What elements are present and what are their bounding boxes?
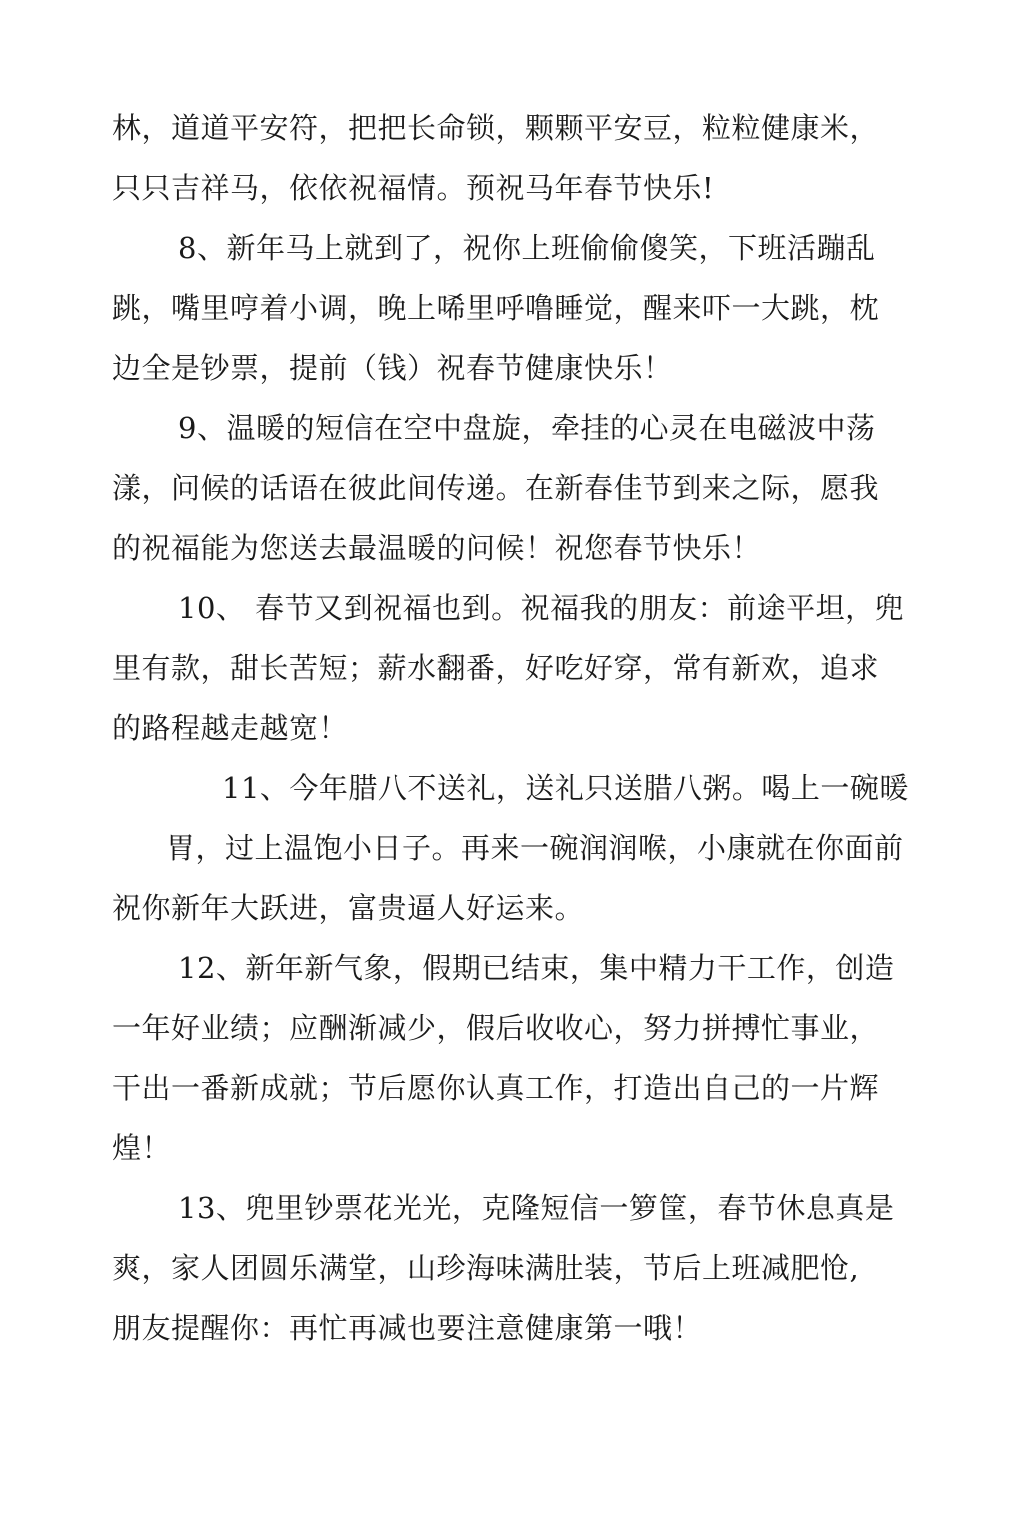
text-line: 朋友提醒你：再忙再减也要注意健康第一哦！: [112, 1311, 703, 1345]
text-line: 边全是钞票，提前（钱）祝春节健康快乐！: [112, 351, 673, 385]
text-line: 只只吉祥马，依依祝福情。预祝马年春节快乐!: [112, 171, 715, 205]
text-line: 林，道道平安符，把把长命锁，颗颗平安豆，粒粒健康米，: [112, 111, 880, 145]
text-line: 干出一番新成就；节后愿你认真工作，打造出自己的一片辉: [112, 1071, 880, 1105]
text-line: 里有款，甜长苦短；薪水翻番，好吃好穿，常有新欢，追求: [112, 651, 880, 685]
text-line: 9、温暖的短信在空中盘旋，牵挂的心灵在电磁波中荡: [178, 411, 876, 445]
text-line: 10、 春节又到祝福也到。祝福我的朋友：前途平坦，兜: [178, 591, 905, 625]
text-line: 胃，过上温饱小日子。再来一碗润润喉，小康就在你面前: [166, 831, 904, 865]
text-line: 12、新年新气象，假期已结束，集中精力干工作，创造: [178, 951, 895, 985]
text-line: 的祝福能为您送去最温暖的问候！祝您春节快乐！: [112, 531, 762, 565]
text-line: 11、今年腊八不送礼，送礼只送腊八粥。喝上一碗暖: [222, 771, 909, 805]
text-line: 爽，家人团圆乐满堂，山珍海味满肚装，节后上班减肥怆,: [112, 1251, 860, 1285]
text-line: 祝你新年大跃进，富贵逼人好运来。: [112, 891, 585, 925]
text-line: 8、新年马上就到了，祝你上班偷偷傻笑，下班活蹦乱: [178, 231, 876, 265]
text-line: 漾，问候的话语在彼此间传递。在新春佳节到来之际，愿我: [112, 471, 880, 505]
text-line: 煌！: [112, 1131, 172, 1165]
text-line: 跳，嘴里哼着小调，晚上唏里呼噜睡觉，醒来吓一大跳，枕: [112, 291, 880, 325]
text-line: 一年好业绩；应酬渐减少，假后收收心，努力拼搏忙事业，: [112, 1011, 880, 1045]
text-line: 的路程越走越宽！: [112, 711, 349, 745]
text-line: 13、兜里钞票花光光，克隆短信一箩筐，春节休息真是: [178, 1191, 895, 1225]
